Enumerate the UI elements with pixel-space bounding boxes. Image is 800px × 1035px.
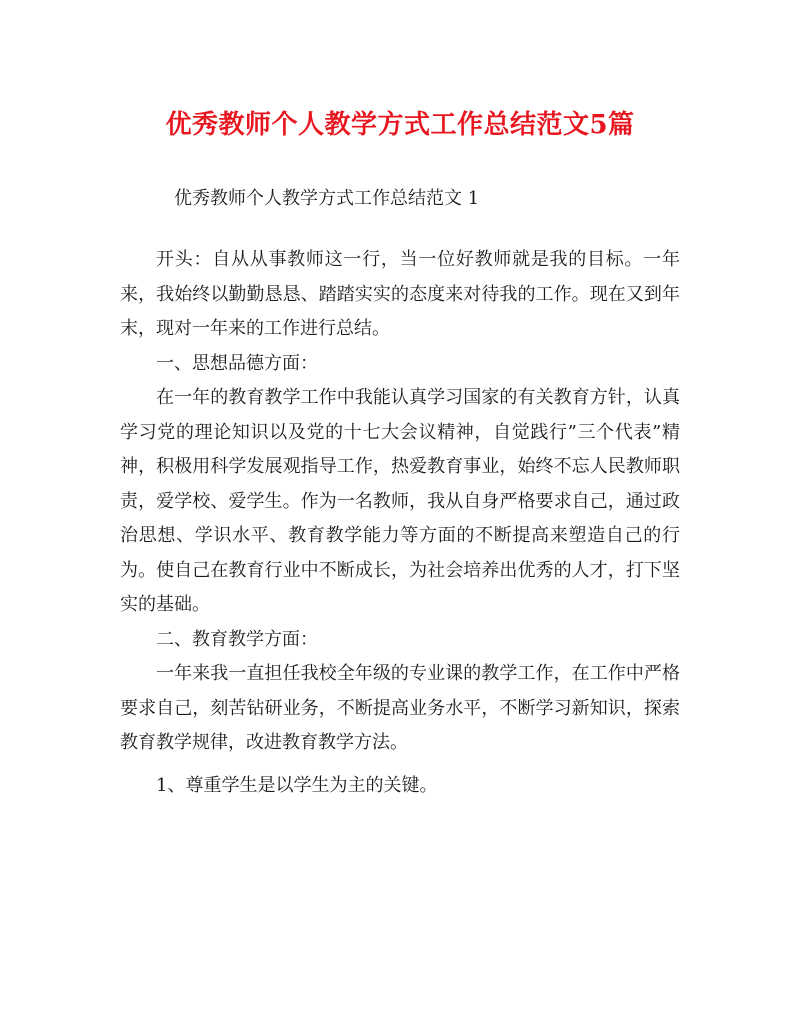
document-subtitle: 优秀教师个人教学方式工作总结范文 1 (174, 188, 480, 209)
paragraph-teaching: 一年来我一直担任我校全年级的专业课的教学工作，在工作中严格要求自己，刻苦钻研业务，不断提高业务水平，不断学习新知识，探索教育教学规律，改进教育教学方法。 (120, 663, 680, 753)
document-body (120, 243, 680, 803)
document-title: 优秀教师个人教学方式工作总结范文5篇 (165, 110, 635, 140)
paragraph-ideology: 在一年的教育教学工作中我能认真学习国家的有关教育方针，认真学习党的理论知识以及党的十七大会议精神，自觉践行”三个代表”精神，积极用科学发展观指导工作，热爱教育事业，始终不忘人民教师职责，爱学校、爱学生。作为一名教师，我从自身严格要求自己，通过政治思想、学识水平、教育教学能力等方面的不断提高来塑造自己的行为。使自己在教育行业中不断成长，为社会培养出优秀的人才，打下坚实的基础。 (120, 387, 680, 615)
paragraph-respect-students: 1、尊重学生是以学生为主的关键。 (156, 774, 438, 796)
section-heading-ideology: 一、思想品德方面： (156, 352, 318, 374)
paragraph-intro: 开头：自从从事教师这一行，当一位好教师就是我的目标。一年来，我始终以勤勤恳恳、踏踏实实的态度来对待我的工作。现在又到年末，现对一年来的工作进行总结。 (120, 249, 680, 339)
section-heading-teaching: 二、教育教学方面： (156, 628, 318, 650)
